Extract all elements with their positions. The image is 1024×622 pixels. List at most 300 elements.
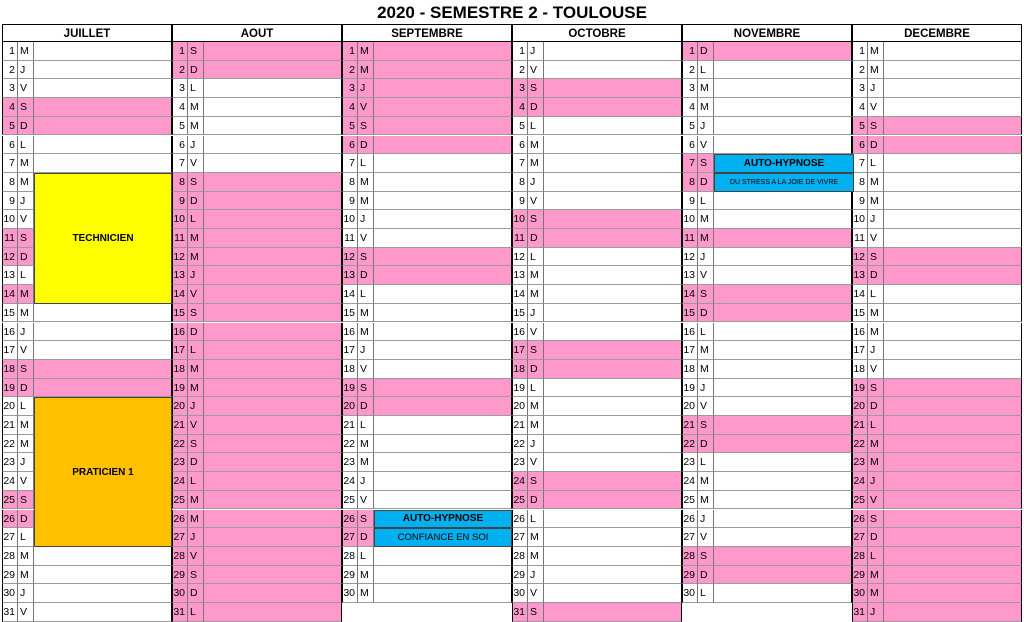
day-event-cell	[34, 61, 172, 80]
day-number: 16	[172, 323, 188, 342]
day-number: 6	[512, 136, 528, 155]
day-letter: L	[18, 397, 34, 416]
day-event-cell	[714, 304, 852, 323]
day-event-cell	[714, 510, 852, 529]
day-letter: L	[868, 154, 884, 173]
day-letter: J	[358, 341, 374, 360]
day-number: 7	[342, 154, 358, 173]
day-event-cell	[34, 304, 172, 323]
day-number: 17	[342, 341, 358, 360]
day-letter: J	[188, 397, 204, 416]
day-letter: J	[698, 117, 714, 136]
day-event-cell	[374, 98, 512, 117]
day-number: 20	[342, 397, 358, 416]
day-letter: J	[358, 472, 374, 491]
day-event-cell	[544, 229, 682, 248]
day-number: 14	[512, 285, 528, 304]
day-event-cell	[374, 248, 512, 267]
day-number: 6	[172, 136, 188, 155]
day-number: 25	[852, 491, 868, 510]
day-number: 19	[342, 379, 358, 398]
day-letter: M	[18, 547, 34, 566]
day-number: 10	[512, 210, 528, 229]
day-number: 26	[852, 510, 868, 529]
day-event-cell	[544, 154, 682, 173]
day-letter: V	[358, 98, 374, 117]
day-number: 12	[682, 248, 698, 267]
day-number: 12	[512, 248, 528, 267]
day-event-cell	[544, 210, 682, 229]
day-letter: L	[698, 453, 714, 472]
day-letter: S	[528, 341, 544, 360]
day-letter: M	[188, 117, 204, 136]
day-event-cell	[714, 42, 852, 61]
day-event-cell	[544, 528, 682, 547]
day-event-cell	[204, 510, 342, 529]
day-letter: L	[868, 285, 884, 304]
day-number: 3	[172, 79, 188, 98]
day-event-cell	[544, 98, 682, 117]
day-event-cell	[204, 566, 342, 585]
day-number: 19	[852, 379, 868, 398]
day-number: 2	[2, 61, 18, 80]
day-number: 2	[852, 61, 868, 80]
day-number: 28	[682, 547, 698, 566]
day-letter: J	[358, 79, 374, 98]
day-event-cell	[714, 584, 852, 603]
day-event-cell	[204, 341, 342, 360]
day-event-cell	[374, 379, 512, 398]
day-event-cell	[374, 136, 512, 155]
day-letter: D	[528, 491, 544, 510]
day-letter: M	[868, 584, 884, 603]
day-number: 25	[172, 491, 188, 510]
day-number: 20	[2, 397, 18, 416]
day-number: 26	[2, 510, 18, 529]
day-number: 19	[512, 379, 528, 398]
day-number: 18	[852, 360, 868, 379]
day-event-cell	[884, 229, 1022, 248]
day-event-cell	[544, 453, 682, 472]
day-letter: D	[18, 510, 34, 529]
day-number: 27	[2, 528, 18, 547]
day-number: 17	[512, 341, 528, 360]
day-letter: V	[358, 360, 374, 379]
day-letter: D	[188, 192, 204, 211]
day-event-cell	[714, 360, 852, 379]
day-letter: M	[188, 491, 204, 510]
day-event-cell	[884, 210, 1022, 229]
day-event-cell	[884, 453, 1022, 472]
day-letter: L	[358, 547, 374, 566]
day-number: 19	[2, 379, 18, 398]
day-event-cell	[34, 154, 172, 173]
day-event-cell	[204, 192, 342, 211]
day-event-cell	[544, 416, 682, 435]
day-event-cell	[204, 266, 342, 285]
day-event-cell	[34, 98, 172, 117]
day-event-cell	[714, 285, 852, 304]
day-event-cell	[884, 154, 1022, 173]
day-number: 19	[682, 379, 698, 398]
day-number: 1	[2, 42, 18, 61]
day-number: 9	[172, 192, 188, 211]
day-event-cell	[884, 323, 1022, 342]
day-letter: S	[698, 416, 714, 435]
day-event-cell	[204, 79, 342, 98]
day-number: 2	[172, 61, 188, 80]
day-letter: D	[698, 435, 714, 454]
day-event-cell	[34, 323, 172, 342]
day-event-cell	[204, 435, 342, 454]
day-event-cell	[884, 360, 1022, 379]
day-letter: D	[868, 397, 884, 416]
day-event-cell	[34, 603, 172, 622]
month-header-septembre: SEPTEMBRE	[342, 24, 512, 42]
day-event-cell	[884, 584, 1022, 603]
day-event-cell	[374, 173, 512, 192]
day-number: 9	[342, 192, 358, 211]
day-letter: M	[358, 42, 374, 61]
day-event-cell	[374, 229, 512, 248]
day-number: 28	[852, 547, 868, 566]
month-header-octobre: OCTOBRE	[512, 24, 682, 42]
day-letter: V	[868, 360, 884, 379]
day-event-cell	[544, 360, 682, 379]
day-letter: V	[868, 491, 884, 510]
day-event-cell	[884, 192, 1022, 211]
day-event-cell	[544, 491, 682, 510]
day-number: 22	[512, 435, 528, 454]
day-letter: M	[188, 229, 204, 248]
day-number: 22	[682, 435, 698, 454]
day-letter: M	[528, 416, 544, 435]
day-number: 13	[172, 266, 188, 285]
day-event-cell	[884, 248, 1022, 267]
day-letter: M	[18, 416, 34, 435]
day-event-cell	[714, 341, 852, 360]
day-event-cell	[374, 154, 512, 173]
day-event-cell	[714, 491, 852, 510]
day-number: 16	[682, 323, 698, 342]
day-event-cell	[34, 547, 172, 566]
day-event-cell	[204, 117, 342, 136]
day-number: 2	[682, 61, 698, 80]
day-letter: J	[188, 266, 204, 285]
day-event-cell	[204, 603, 342, 622]
day-number: 6	[682, 136, 698, 155]
day-letter: D	[188, 323, 204, 342]
day-event-cell	[374, 117, 512, 136]
day-letter: D	[698, 304, 714, 323]
day-letter: S	[18, 491, 34, 510]
day-number: 7	[172, 154, 188, 173]
day-letter: D	[868, 136, 884, 155]
day-letter: D	[528, 229, 544, 248]
day-event-cell	[544, 510, 682, 529]
day-number: 12	[852, 248, 868, 267]
day-number: 11	[512, 229, 528, 248]
day-letter: V	[868, 229, 884, 248]
day-event-cell	[374, 210, 512, 229]
day-number: 21	[172, 416, 188, 435]
day-number: 30	[682, 584, 698, 603]
day-number: 17	[172, 341, 188, 360]
day-number: 9	[2, 192, 18, 211]
day-letter: V	[188, 547, 204, 566]
day-number: 30	[342, 584, 358, 603]
day-letter: D	[18, 379, 34, 398]
day-letter: L	[188, 341, 204, 360]
day-number: 5	[512, 117, 528, 136]
day-number: 27	[342, 528, 358, 547]
day-number: 29	[2, 566, 18, 585]
day-number: 11	[852, 229, 868, 248]
day-letter: S	[18, 229, 34, 248]
day-number: 14	[2, 285, 18, 304]
day-number: 19	[172, 379, 188, 398]
day-number: 4	[512, 98, 528, 117]
day-letter: D	[188, 584, 204, 603]
day-number: 16	[2, 323, 18, 342]
day-event-cell	[374, 61, 512, 80]
day-letter: L	[188, 472, 204, 491]
day-number: 8	[2, 173, 18, 192]
day-number: 3	[682, 79, 698, 98]
day-event-cell	[544, 173, 682, 192]
day-letter: M	[698, 341, 714, 360]
day-event-cell	[374, 266, 512, 285]
day-number: 17	[682, 341, 698, 360]
day-letter: V	[358, 229, 374, 248]
day-letter: L	[528, 117, 544, 136]
day-number: 31	[2, 603, 18, 622]
day-letter: S	[868, 510, 884, 529]
day-number: 3	[342, 79, 358, 98]
day-number: 15	[2, 304, 18, 323]
day-event-cell	[34, 79, 172, 98]
day-letter: M	[358, 323, 374, 342]
day-number: 5	[342, 117, 358, 136]
day-number: 23	[512, 453, 528, 472]
day-event-cell	[884, 136, 1022, 155]
day-letter: M	[868, 435, 884, 454]
day-event-cell	[204, 472, 342, 491]
day-letter: L	[868, 547, 884, 566]
day-letter: M	[528, 397, 544, 416]
day-letter: M	[698, 79, 714, 98]
day-letter: J	[18, 192, 34, 211]
day-event-cell	[544, 79, 682, 98]
day-event-cell	[374, 285, 512, 304]
day-number: 20	[172, 397, 188, 416]
day-letter: J	[188, 528, 204, 547]
day-letter: V	[358, 491, 374, 510]
day-number: 12	[342, 248, 358, 267]
day-letter: M	[18, 566, 34, 585]
day-letter: L	[358, 154, 374, 173]
day-number: 29	[342, 566, 358, 585]
day-event-cell	[884, 285, 1022, 304]
day-letter: V	[528, 61, 544, 80]
day-event-cell	[204, 528, 342, 547]
day-number: 30	[852, 584, 868, 603]
event-auto-hypnose-nov-title: AUTO-HYPNOSE	[714, 154, 854, 173]
day-letter: D	[188, 453, 204, 472]
day-event-cell	[204, 136, 342, 155]
day-number: 4	[682, 98, 698, 117]
day-letter: L	[528, 248, 544, 267]
day-number: 22	[342, 435, 358, 454]
day-event-cell	[714, 61, 852, 80]
day-event-cell	[714, 323, 852, 342]
day-number: 7	[852, 154, 868, 173]
day-event-cell	[34, 379, 172, 398]
day-number: 28	[342, 547, 358, 566]
day-letter: M	[188, 379, 204, 398]
day-letter: J	[528, 304, 544, 323]
day-number: 27	[512, 528, 528, 547]
day-event-cell	[374, 566, 512, 585]
day-letter: M	[868, 42, 884, 61]
day-number: 16	[512, 323, 528, 342]
day-letter: M	[358, 173, 374, 192]
day-letter: M	[358, 453, 374, 472]
day-event-cell	[884, 98, 1022, 117]
day-event-cell	[714, 435, 852, 454]
day-number: 24	[512, 472, 528, 491]
day-number: 25	[512, 491, 528, 510]
day-letter: J	[358, 210, 374, 229]
day-letter: M	[528, 136, 544, 155]
day-letter: M	[18, 304, 34, 323]
day-number: 16	[852, 323, 868, 342]
day-event-cell	[204, 229, 342, 248]
day-number: 16	[342, 323, 358, 342]
day-letter: J	[698, 379, 714, 398]
day-event-cell	[544, 472, 682, 491]
day-number: 20	[512, 397, 528, 416]
day-number: 1	[512, 42, 528, 61]
day-event-cell	[884, 547, 1022, 566]
day-event-cell	[884, 435, 1022, 454]
day-letter: J	[528, 435, 544, 454]
day-letter: M	[188, 98, 204, 117]
day-event-cell	[374, 472, 512, 491]
day-number: 30	[2, 584, 18, 603]
day-number: 7	[682, 154, 698, 173]
day-letter: V	[868, 98, 884, 117]
day-event-cell	[714, 136, 852, 155]
day-event-cell	[34, 584, 172, 603]
day-event-cell	[374, 323, 512, 342]
day-letter: M	[868, 61, 884, 80]
day-number: 5	[2, 117, 18, 136]
day-number: 26	[512, 510, 528, 529]
day-event-cell	[34, 566, 172, 585]
day-letter: M	[18, 42, 34, 61]
day-letter: J	[868, 210, 884, 229]
day-letter: M	[868, 453, 884, 472]
day-event-cell	[374, 192, 512, 211]
day-letter: L	[698, 61, 714, 80]
day-event-cell	[714, 98, 852, 117]
day-number: 2	[512, 61, 528, 80]
day-event-cell	[204, 360, 342, 379]
day-letter: L	[188, 210, 204, 229]
day-letter: S	[528, 210, 544, 229]
day-number: 8	[852, 173, 868, 192]
day-letter: J	[528, 173, 544, 192]
day-letter: J	[18, 453, 34, 472]
event-auto-hypnose-sept-title: AUTO-HYPNOSE	[374, 510, 512, 529]
day-letter: S	[358, 510, 374, 529]
day-letter: V	[18, 79, 34, 98]
day-letter: V	[188, 416, 204, 435]
day-event-cell	[544, 248, 682, 267]
day-number: 27	[852, 528, 868, 547]
day-letter: S	[868, 248, 884, 267]
day-letter: M	[358, 584, 374, 603]
day-number: 23	[682, 453, 698, 472]
day-event-cell	[544, 192, 682, 211]
day-letter: M	[358, 435, 374, 454]
day-event-cell	[884, 42, 1022, 61]
day-letter: V	[698, 528, 714, 547]
day-letter: D	[358, 397, 374, 416]
day-letter: L	[18, 136, 34, 155]
day-event-cell	[204, 248, 342, 267]
day-event-cell	[374, 79, 512, 98]
day-letter: L	[18, 266, 34, 285]
day-number: 4	[342, 98, 358, 117]
day-letter: M	[358, 192, 374, 211]
day-number: 10	[682, 210, 698, 229]
day-event-cell	[544, 42, 682, 61]
day-event-cell	[204, 154, 342, 173]
day-letter: M	[188, 360, 204, 379]
day-event-cell	[884, 603, 1022, 622]
day-letter: D	[18, 117, 34, 136]
day-number: 7	[512, 154, 528, 173]
day-number: 8	[512, 173, 528, 192]
day-number: 10	[2, 210, 18, 229]
day-number: 4	[2, 98, 18, 117]
day-number: 14	[852, 285, 868, 304]
day-number: 23	[172, 453, 188, 472]
day-event-cell	[34, 341, 172, 360]
day-number: 11	[342, 229, 358, 248]
day-number: 15	[172, 304, 188, 323]
day-number: 8	[342, 173, 358, 192]
day-letter: M	[188, 510, 204, 529]
day-event-cell	[714, 210, 852, 229]
day-number: 26	[342, 510, 358, 529]
day-event-cell	[204, 304, 342, 323]
day-number: 21	[512, 416, 528, 435]
day-number: 17	[2, 341, 18, 360]
day-event-cell	[204, 491, 342, 510]
day-event-cell	[714, 229, 852, 248]
day-number: 14	[342, 285, 358, 304]
day-event-cell	[204, 416, 342, 435]
day-event-cell	[714, 192, 852, 211]
day-number: 21	[682, 416, 698, 435]
day-number: 15	[342, 304, 358, 323]
day-event-cell	[374, 435, 512, 454]
day-letter: D	[698, 173, 714, 192]
day-event-cell	[204, 547, 342, 566]
